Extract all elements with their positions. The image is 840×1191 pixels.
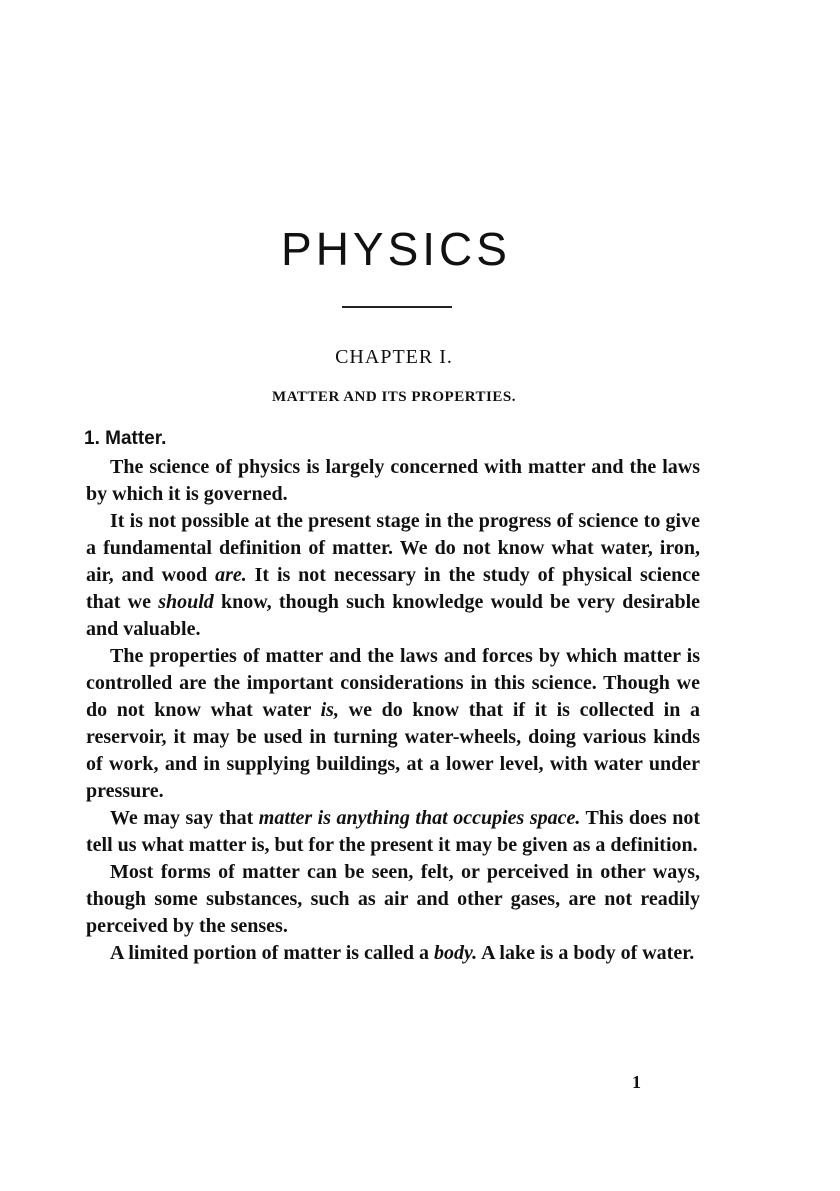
paragraph-5 — [86, 859, 700, 940]
paragraph-4-text-a: We may say that — [110, 807, 259, 829]
paragraph-3-text-a: The properties of matter and the laws and forces by which matter is controlled are the important considerations in this science. Though we do not know what water — [86, 645, 700, 721]
paragraph-3-text-b: we do know that if it is collected in a reservoir, it may be used in turning water-wheels, doing various kinds of work, and in supplying buildings, at a lower level, with water under pressure. — [86, 699, 700, 802]
paragraph-6-text-a: A limited portion of matter is called a — [110, 942, 435, 964]
paragraph-4-emphasis-a: matter is anything that occupies space. — [258, 807, 581, 829]
paragraph-2-emphasis-a: are. — [215, 564, 247, 586]
paragraph-2 — [86, 508, 700, 643]
paragraph-2-text-b: It is not necessary in the study of physical science that we — [86, 564, 700, 613]
paragraph-3 — [86, 643, 700, 805]
paragraph-4 — [86, 805, 700, 859]
paragraph-2-emphasis-b: should — [158, 591, 214, 613]
chapter-number: CHAPTER I. — [335, 346, 453, 368]
body-text — [86, 454, 700, 967]
title-rule — [342, 306, 452, 308]
section-heading: 1. Matter. — [84, 428, 167, 449]
paragraph-6-emphasis-a: body. — [434, 942, 478, 964]
paragraph-4-text-b: This does not tell us what matter is, but for the present it may be given as a definition. — [86, 807, 700, 856]
paragraph-5-text: Most forms of matter can be seen, felt, or perceived in other ways, though some substances, such as air and other gases, are not readily perceived by the senses. — [86, 861, 700, 937]
paragraph-2-text-c: know, though such knowledge would be very desirable and valuable. — [86, 591, 701, 640]
paragraph-6 — [86, 940, 700, 967]
paragraph-1 — [86, 454, 700, 508]
page-number: 1 — [632, 1072, 641, 1092]
paragraph-6-text-b: A lake is a body of water. — [477, 942, 695, 964]
paragraph-3-emphasis-a: is, — [320, 699, 339, 721]
chapter-title: MATTER AND ITS PROPERTIES. — [272, 389, 516, 405]
paragraph-2-text-a: It is not possible at the present stage in the progress of science to give a fundamental definition of matter. We do not know what water, iron, air, and wood — [86, 510, 700, 586]
paragraph-1-text: The science of physics is largely concerned with matter and the laws by which it is governed. — [86, 456, 700, 505]
page-title: PHYSICS — [281, 223, 511, 275]
